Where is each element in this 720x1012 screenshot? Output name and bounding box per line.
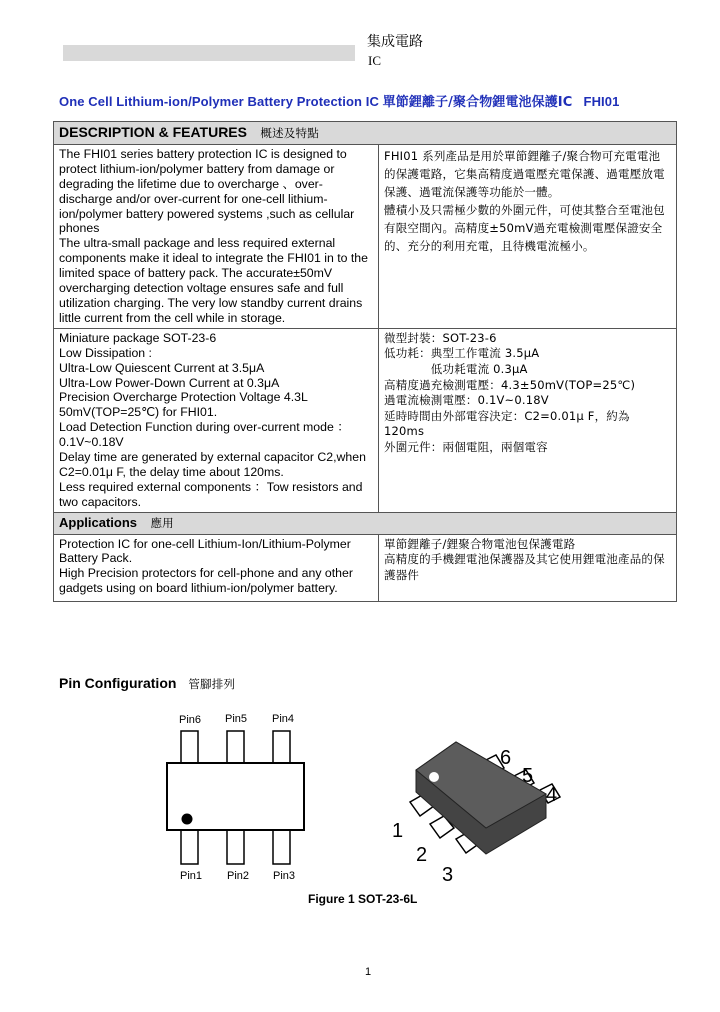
pin6-lead [181,731,198,763]
pin1-label: Pin1 [180,870,203,882]
iso-pin1-dot-icon [429,772,439,782]
features-cn [379,328,677,512]
pin-config-title: Pin Configuration [59,675,177,691]
feature-item-cn: 延時時間由外部電容決定：C2=0.01μ F，約為 120ms [384,408,630,439]
applications-cn-text: 單節鋰離子/鋰聚合物電池包保護電路 高精度的手機鋰電池保護器及其它使用鋰電池產品的保護器件 [384,536,665,582]
feature-item: Low Dissipation : [59,345,152,360]
pin-config-title-cn: 管腳排列 [188,677,236,691]
pin2-label: Pin2 [227,870,250,882]
feature-item-cn: 過電流檢測電壓：0.1V~0.18V [384,393,549,408]
feature-item: Delay time are generated by external capacitor C2,when C2=0.01μ F, the delay time about 120ms. [59,450,366,479]
applications-cn [379,534,677,601]
description-en [54,144,379,328]
feature-item: Precision Overcharge Protection Voltage 4.3L 50mV(TOP=25℃) for FHI01. [59,390,308,420]
iso-label-4: 4 [546,784,558,806]
title-cn: 單節鋰離子/聚合物鋰電池保護IC [382,95,573,110]
pin5-label: Pin5 [225,713,248,725]
feature-item: Load Detection Function during over-current mode ：0.1V~0.18V [59,420,350,450]
applications-en-text: Protection IC for one-cell Lithium-Ion/Lithium-Polymer Battery Pack. High Precision protectors for cell-phone and any other gadgets using on board lithium-ion/polymer battery. [59,536,353,596]
part-number: FHI01 [583,94,620,109]
iso-label-5: 5 [522,765,534,787]
pin6-label: Pin6 [179,714,202,726]
company-name: 集成電路 [367,34,423,50]
package-3d-illustration [380,730,590,885]
applications-en [54,534,379,601]
iso-label-1: 1 [392,820,404,842]
iso-label-3: 3 [442,864,454,885]
feature-item: Ultra-Low Power-Down Current at 0.3μA [59,375,280,390]
pin-diagram [165,712,315,884]
feature-item-cn: 低功耗電流 0.3μA [384,361,528,376]
pin4-lead [273,731,290,763]
spec-table [53,121,677,602]
feature-item-cn: 外圍元件：兩個電阻，兩個電容 [384,439,548,454]
applications-heading: Applications [59,514,138,530]
title-en: One Cell Lithium-ion/Polymer Battery Protection IC [59,94,379,109]
pin1-lead [181,830,198,864]
pin1-dot-icon [182,814,193,825]
pin2-lead [227,830,244,864]
feature-item: Ultra-Low Quiescent Current at 3.5μA [59,360,265,375]
description-heading: DESCRIPTION & FEATURES [59,124,247,140]
feature-item-cn: 微型封裝：SOT-23-6 [384,330,497,345]
figure-caption: Figure 1 SOT-23-6L [308,892,418,906]
document-title [59,91,619,110]
applications-heading-cn: 應用 [150,515,174,530]
description-heading-cn: 概述及特點 [260,126,319,140]
iso-label-6: 6 [500,747,512,769]
company-ic: IC [368,53,381,68]
feature-item-cn: 高精度過充檢測電壓：4.3±50mV(TOP=25℃) [384,377,636,392]
description-en-text: The FHI01 series battery protection IC is designed to protect lithium-ion/polymer battery from damage or degrading the lifetime due to overcharge 、over-discharge and/or over-current for one-cell lithium-ion/polymer battery powered systems ,such as cellular phones The ultra-small package and less required external components make it ideal to integrate the FHI01 in to the limited space of battery pack. The accurate±50mV overcharging detection voltage ensures safe and full utilization charging. The very low standby current drains little current from the cell while in storage. [59,146,368,325]
header-bar [63,45,355,61]
description-cn-text: FHI01 系列產品是用於單節鋰離子/聚合物可充電電池的保護電路，它集高精度過電壓充電保護、過電壓放電保護、過電流保護等功能於一體。 體積小及只需極少數的外圍元件，可使其整合至電池包有限空間內。高精度±50mV過充電檢測電壓保證安全的、充分的利用充電，且待機電流極小。 [384,148,665,253]
feature-item: Miniature package SOT-23-6 [59,330,217,345]
pin3-lead [273,830,290,864]
features-en [54,328,379,512]
applications-heading-row [54,512,677,534]
pin3-label: Pin3 [273,870,296,882]
feature-item-cn: 低功耗：典型工作電流 3.5μA [384,346,540,361]
page-number: 1 [365,966,372,978]
iso-label-2: 2 [416,844,428,866]
pin-config-heading [59,675,235,692]
description-cn [379,144,677,328]
pin5-lead [227,731,244,763]
feature-item: Less required external components ：Tow resistors and two capacitors. [59,479,363,509]
description-heading-row [54,122,677,145]
pin4-label: Pin4 [272,713,295,725]
